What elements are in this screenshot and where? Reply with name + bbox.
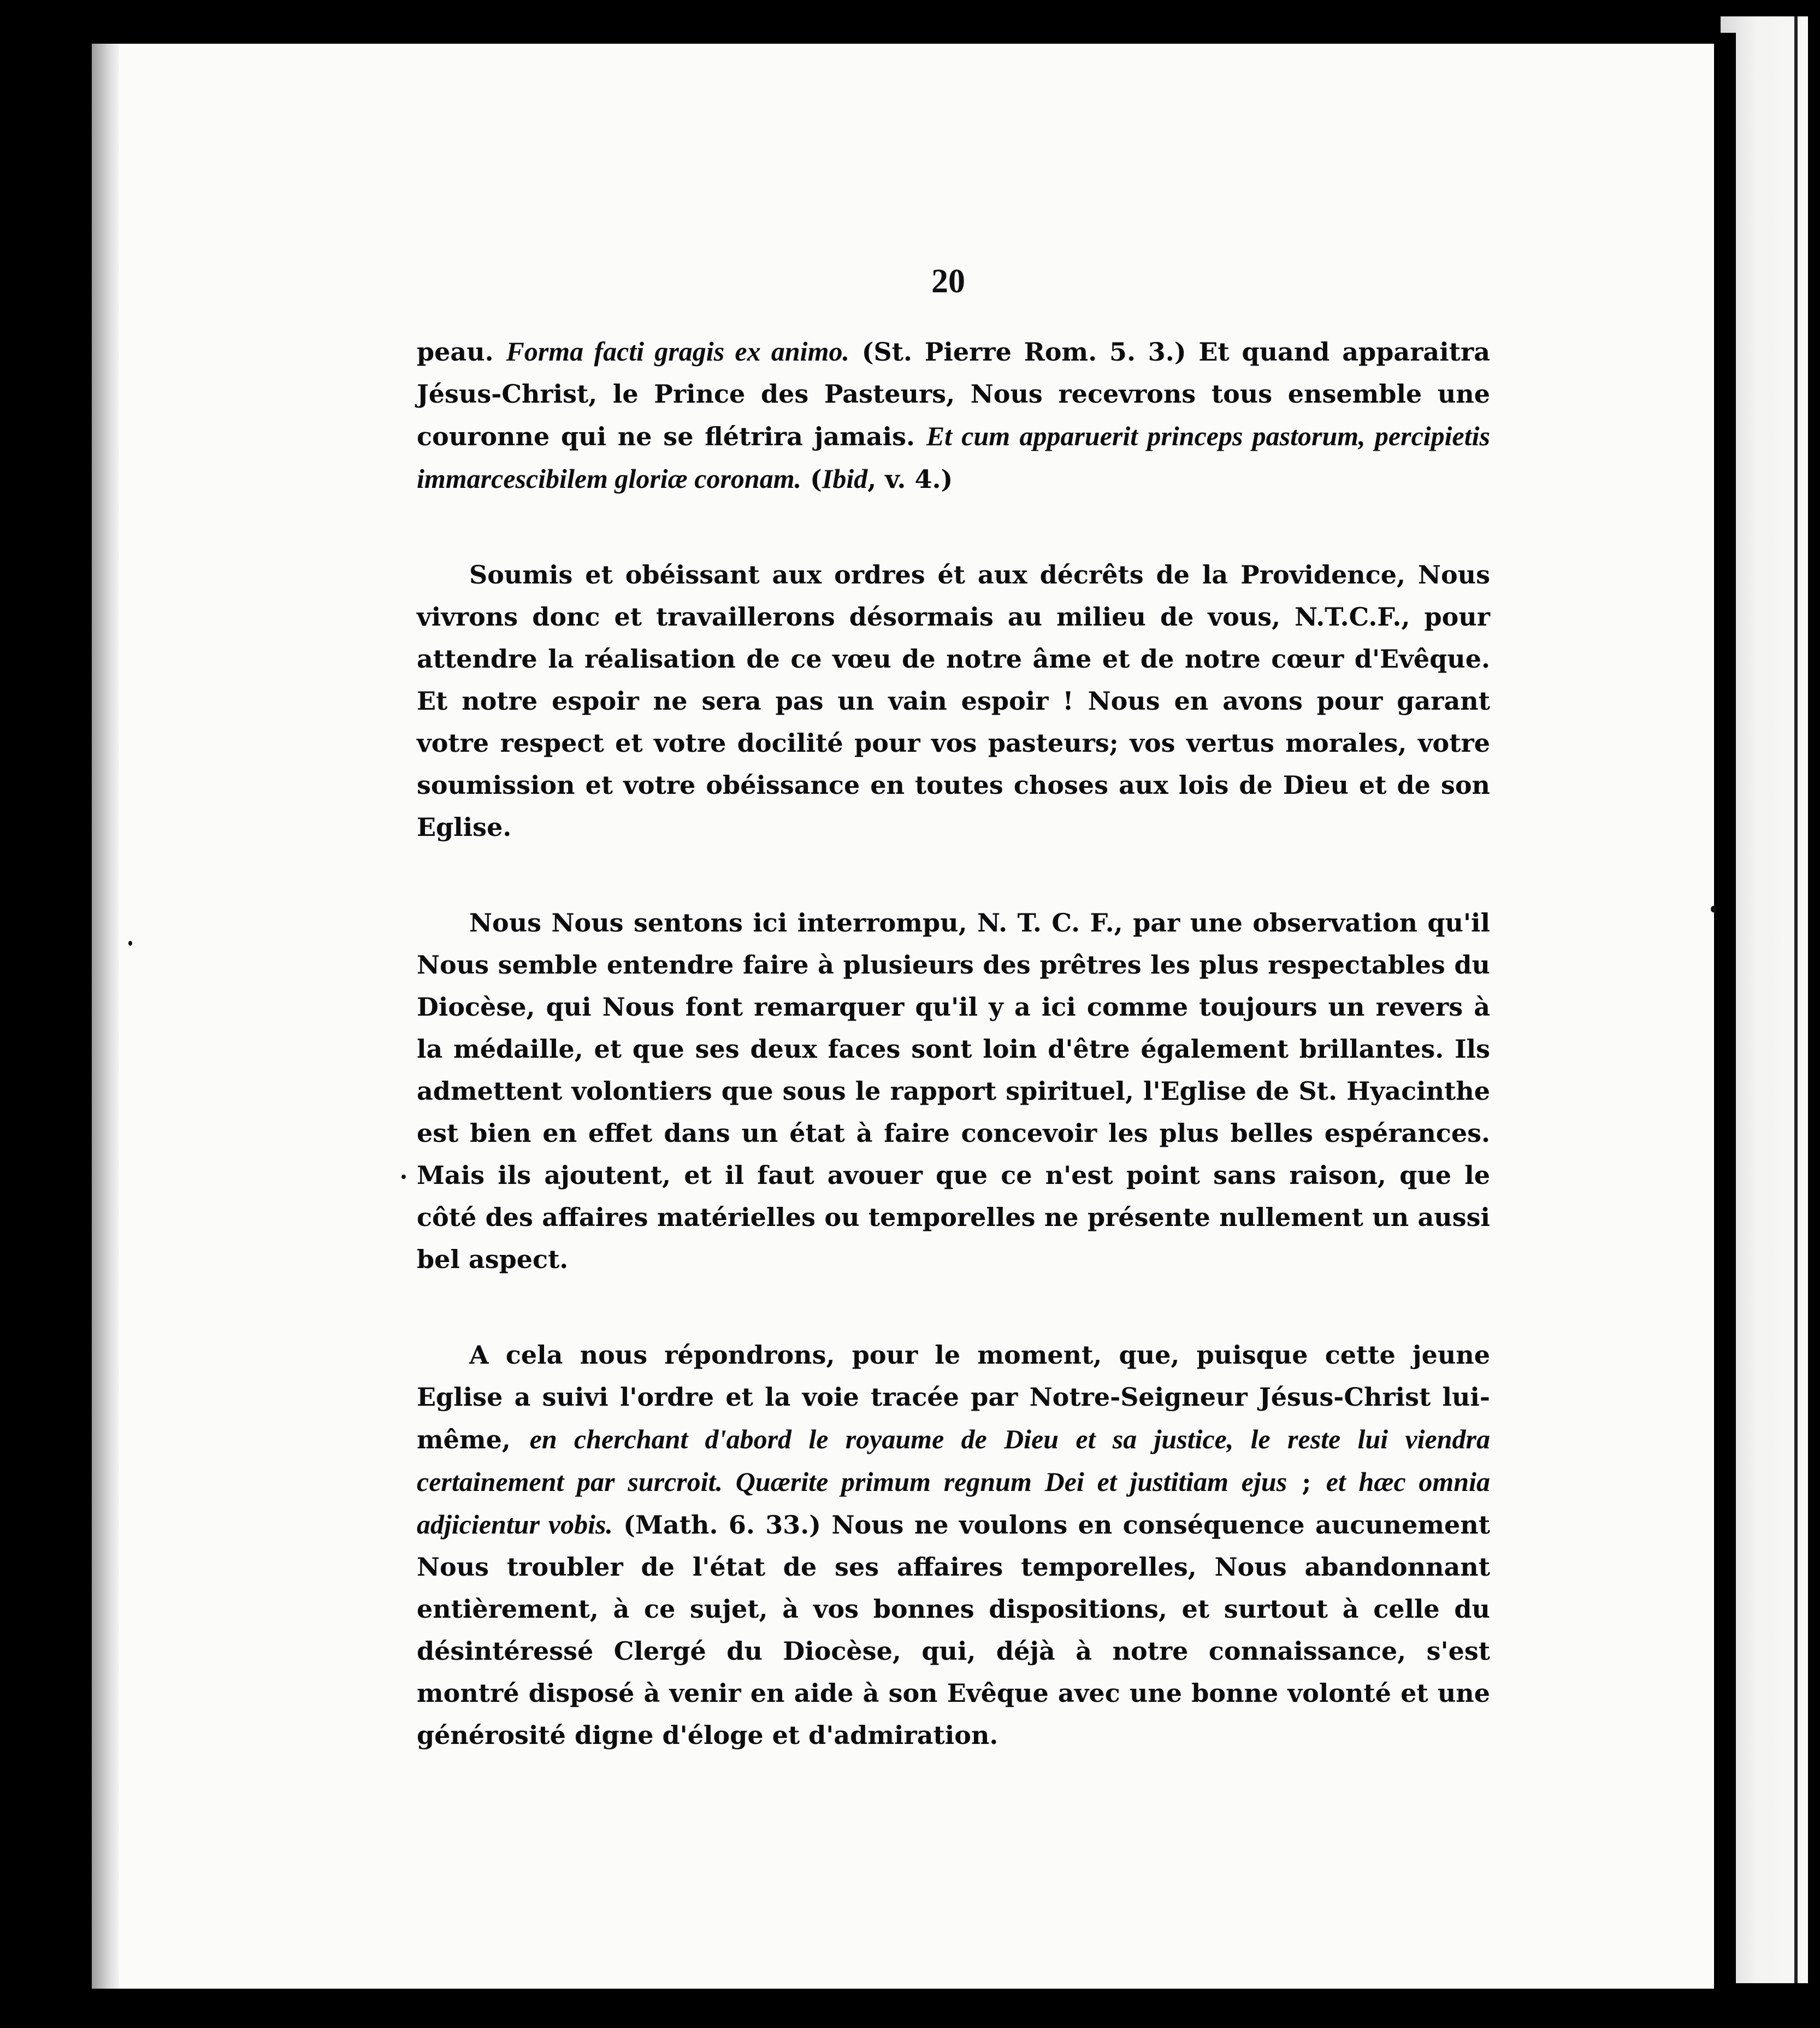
page-binding-edge — [92, 44, 119, 1989]
text-segment: (St. Pierre Rom. 5. 3.) Et quand apparaitra Jésus-Christ, le Prince des Pasteurs, Nous recevrons tous ensemble une couronne qui ne se flétrira jamais. — [417, 337, 1490, 451]
ink-speck — [401, 1175, 406, 1179]
paragraph — [417, 331, 1490, 500]
text-segment: ; — [1287, 1467, 1326, 1497]
latin-quotation: en cherchant d'abord le royaume de Dieu et sa justice, le reste lui viendra certainement par surcroit. Quærite primum regnum Dei et justitiam ejus — [417, 1424, 1490, 1497]
latin-quotation: Forma facti gragis ex animo. — [506, 336, 849, 367]
text-segment: A cela nous répondrons, pour le moment, que, puisque cette jeune Eglise a suivi l'ordre et la voie tracée par Notre-Seigneur Jésus-Christ lui-même, — [417, 1340, 1490, 1454]
text-segment: (Math. 6. 33.) Nous ne voulons en conséquence aucunement Nous troubler de l'état de ses affaires temporelles, Nous abandonnant entièrement, à ce sujet, à vos bonnes dispositions, et surtout à celle du désintéressé Clergé du Diocèse, qui, déjà à notre connaissance, s'est montré disposé à venir en aide à son Evêque avec une bonne volonté et une générosité digne d'éloge et d'admiration. — [417, 1510, 1490, 1750]
body-text — [417, 331, 1490, 1810]
text-segment: ( — [801, 464, 822, 494]
ink-speck — [128, 941, 132, 946]
latin-quotation: et hæc omnia adjicientur vobis. — [417, 1466, 1490, 1540]
paragraph — [417, 902, 1490, 1281]
page-fold-line — [1794, 16, 1798, 1983]
text-segment: Soumis et obéissant aux ordres ét aux décrêts de la Providence, Nous vivrons donc et travaillerons désormais au milieu de vous, N.T.C.F., pour attendre la réalisation de ce vœu de notre âme et de notre cœur d'Evêque. Et notre espoir ne sera pas un vain espoir ! Nous en avons pour garant votre respect et votre docilité pour vos pasteurs; vos vertus morales, votre soumission et votre obéissance en toutes choses aux lois de Dieu et de son Eglise. — [417, 560, 1490, 842]
latin-quotation: Ibid — [822, 463, 868, 494]
paragraph — [417, 554, 1490, 848]
page-number: 20 — [931, 263, 965, 300]
paragraph — [417, 1334, 1490, 1756]
text-segment: peau. — [417, 337, 506, 367]
text-segment: , v. 4.) — [867, 464, 953, 494]
text-segment: Nous Nous sentons ici interrompu, N. T. C. F., par une observation qu'il Nous semble entendre faire à plusieurs des prêtres les plus respectables du Diocèse, qui Nous font remarquer qu'il y a ici comme toujours un revers à la médaille, et que ses deux faces sont loin d'être également brillantes. Ils admettent volontiers que sous le rapport spirituel, l'Eglise de St. Hyacinthe est bien en effet dans un état à faire concevoir les plus belles espérances. Mais ils ajoutent, et il faut avouer que ce n'est point sans raison, que le côté des affaires matérielles ou temporelles ne présente nullement un aussi bel aspect. — [417, 908, 1490, 1274]
latin-quotation: Et cum apparuerit princeps pastorum, percipietis immarcescibilem gloriæ coronam. — [417, 421, 1490, 494]
page-gutter-shadow — [1714, 33, 1736, 2000]
ink-speck — [1711, 906, 1716, 912]
